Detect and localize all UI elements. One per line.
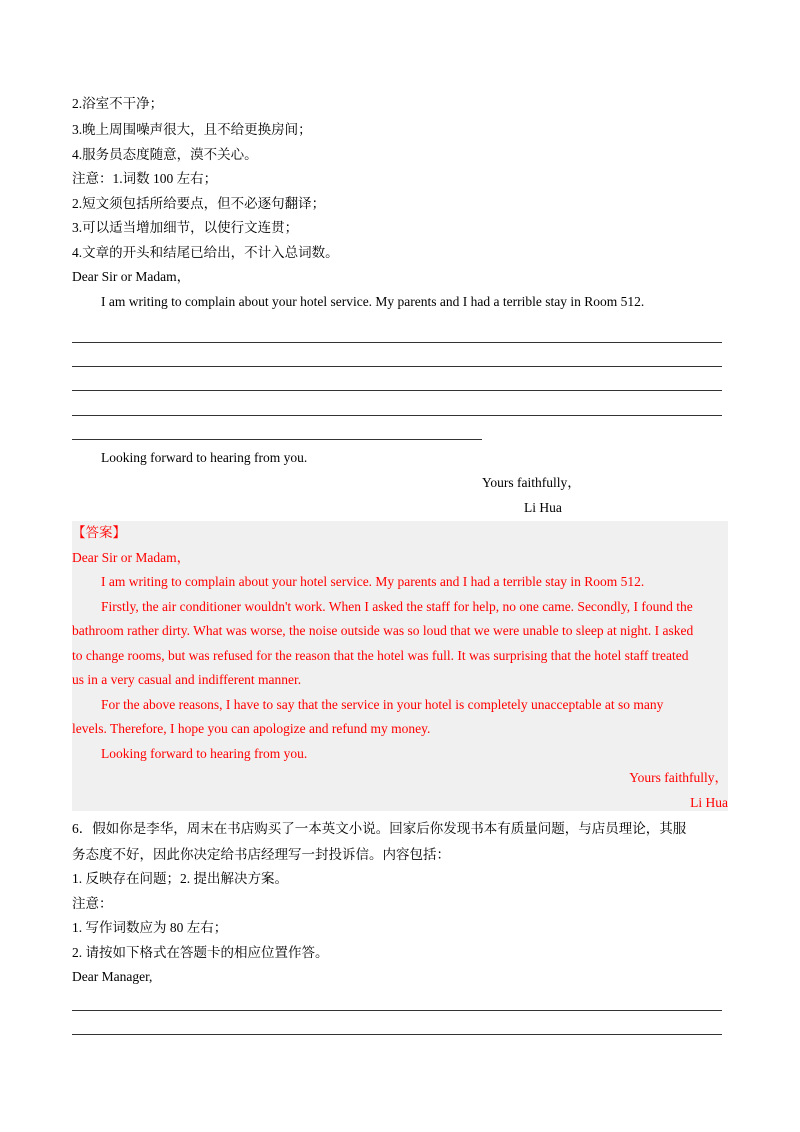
writing-line bbox=[72, 390, 722, 391]
answer-greeting: Dear Sir or Madam， bbox=[72, 550, 191, 565]
note-details: 3.可以适当增加细节，以使行文连贯； bbox=[72, 220, 299, 235]
answer-signoff: Yours faithfully， bbox=[629, 770, 728, 785]
letter-name: Li Hua bbox=[524, 500, 562, 515]
answer-line: bathroom rather dirty. What was worse, the noise outside was so loud that we were unable to sleep at night. I asked bbox=[72, 623, 694, 638]
question6-prompt-line1: 6．假如你是李华，周末在书店购买了一本英文小说。回家后你发现书本有质量问题，与店员理论，其服 bbox=[72, 821, 687, 836]
requirement-4: 4.服务员态度随意，漠不关心。 bbox=[72, 147, 258, 162]
question6-greeting: Dear Manager, bbox=[72, 969, 153, 984]
letter-opening: I am writing to complain about your hotel service. My parents and I had a terrible stay in Room 512. bbox=[101, 294, 645, 309]
writing-line bbox=[72, 439, 482, 440]
requirement-2: 2.浴室不干净； bbox=[72, 96, 164, 111]
writing-line bbox=[72, 366, 722, 367]
answer-label: 【答案】 bbox=[72, 525, 126, 540]
letter-greeting: Dear Sir or Madam， bbox=[72, 269, 191, 284]
note-word-count: 注意：1.词数 100 左右； bbox=[72, 171, 218, 186]
question6-note-2: 2. 请按如下格式在答题卡的相应位置作答。 bbox=[72, 945, 329, 960]
requirement-3: 3.晚上周围噪声很大，且不给更换房间； bbox=[72, 122, 312, 137]
answer-line: Firstly, the air conditioner wouldn't work. When I asked the staff for help, no one came. Secondly, I found the bbox=[101, 599, 693, 614]
note-opening-ending: 4.文章的开头和结尾已给出，不计入总词数。 bbox=[72, 245, 339, 260]
answer-line: For the above reasons, I have to say that the service in your hotel is completely unacceptable at so many bbox=[101, 697, 664, 712]
letter-signoff: Yours faithfully， bbox=[482, 475, 581, 490]
answer-line: to change rooms, but was refused for the reason that the hotel was full. It was surprising that the hotel staff treated bbox=[72, 648, 689, 663]
letter-closing: Looking forward to hearing from you. bbox=[101, 450, 308, 465]
writing-line bbox=[72, 415, 722, 416]
answer-line: us in a very casual and indifferent manner. bbox=[72, 672, 302, 687]
answer-name: Li Hua bbox=[690, 795, 728, 810]
question6-content-points: 1. 反映存在问题；2. 提出解决方案。 bbox=[72, 871, 288, 886]
writing-line bbox=[72, 1034, 722, 1035]
question6-prompt-line2: 务态度不好，因此你决定给书店经理写一封投诉信。内容包括： bbox=[72, 847, 450, 862]
answer-line: Looking forward to hearing from you. bbox=[101, 746, 308, 761]
writing-line bbox=[72, 342, 722, 343]
writing-line bbox=[72, 1010, 722, 1011]
note-key-points: 2.短文须包括所给要点，但不必逐句翻译； bbox=[72, 196, 326, 211]
answer-line: levels. Therefore, I hope you can apologize and refund my money. bbox=[72, 721, 431, 736]
question6-notes-label: 注意： bbox=[72, 896, 113, 911]
question6-note-1: 1. 写作词数应为 80 左右； bbox=[72, 920, 228, 935]
answer-line: I am writing to complain about your hotel service. My parents and I had a terrible stay in Room 512. bbox=[101, 574, 645, 589]
